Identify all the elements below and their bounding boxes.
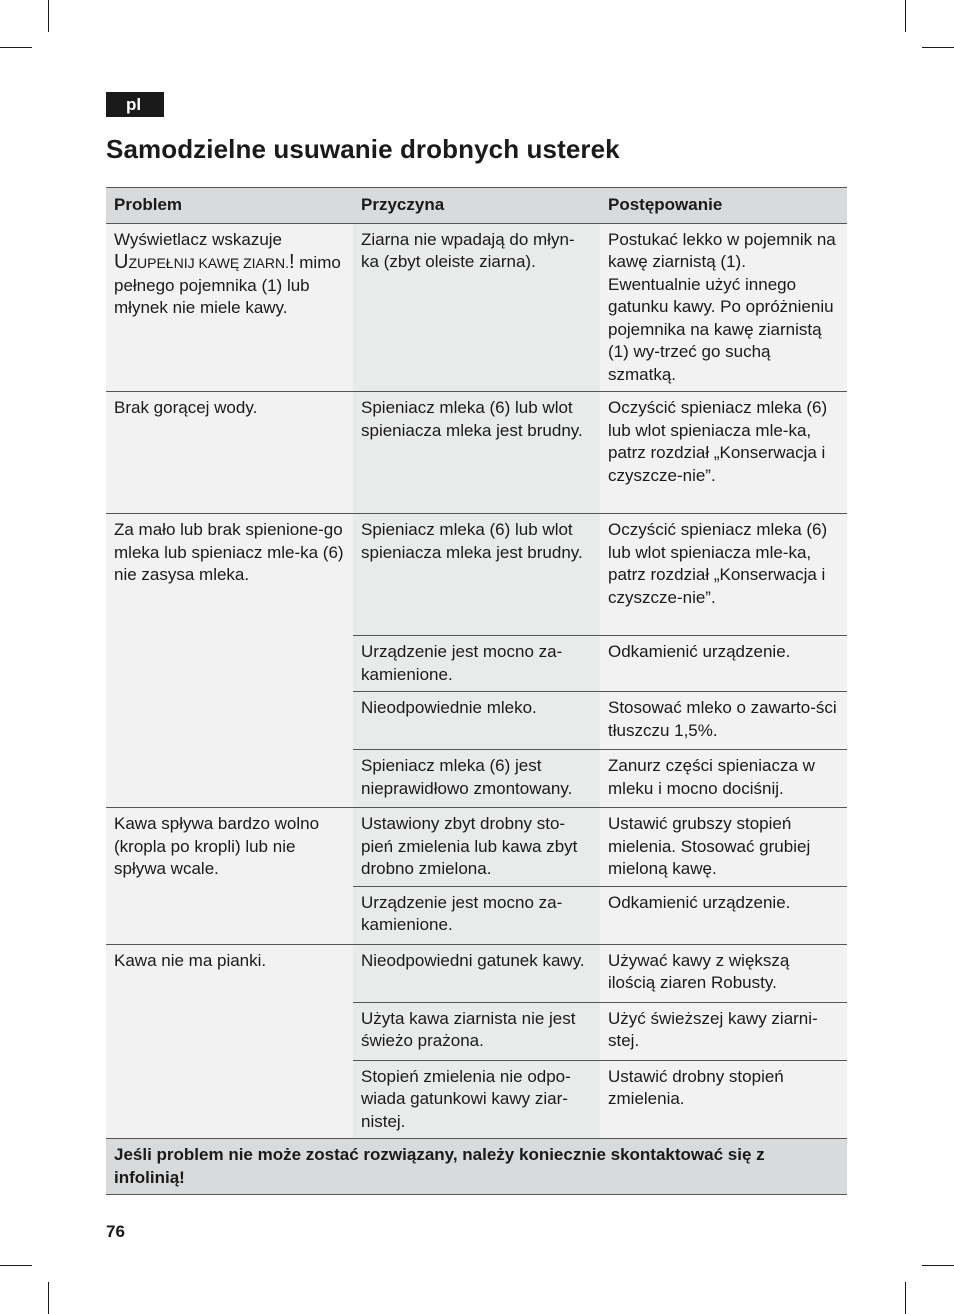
remedy-cell: Zanurz części spieniacza w mleku i mocno dociśnij. xyxy=(600,750,847,808)
remedy-cell: Odkamienić urządzenie. xyxy=(600,636,847,692)
header-remedy: Postępowanie xyxy=(600,188,847,224)
crop-mark xyxy=(48,1282,49,1314)
problem-text: Wyświetlacz wskazuje xyxy=(114,229,282,249)
problem-cell: Brak gorącej wody. xyxy=(106,392,353,514)
remedy-cell: Oczyścić spieniacz mleka (6) lub wlot spieniacza mle-ka, patrz rozdział „Konserwacja i czyszcze-nie”. xyxy=(600,392,847,514)
cause-cell: Spieniacz mleka (6) lub wlot spieniacza mleka jest brudny. xyxy=(353,514,600,636)
remedy-cell: Postukać lekko w pojemnik na kawę ziarnistą (1). Ewentualnie użyć innego gatunku kawy. Po opróżnieniu pojemnika na kawę ziarnistą (1) wy-trzeć go suchą szmatką. xyxy=(600,223,847,392)
remedy-cell: Użyć świeższej kawy ziarni-stej. xyxy=(600,1002,847,1060)
crop-mark xyxy=(905,0,906,32)
language-tab: pl xyxy=(106,92,164,117)
problem-cell: Za mało lub brak spienione-go mleka lub spieniacz mle-ka (6) nie zasysa mleka. xyxy=(106,514,353,808)
problem-cell: Kawa spływa bardzo wolno (kropla po kropli) lub nie spływa wcale. xyxy=(106,808,353,945)
cause-cell: Stopień zmielenia nie odpo-wiada gatunkowi kawy ziar-nistej. xyxy=(353,1060,600,1139)
table-row xyxy=(106,392,847,514)
header-problem: Problem xyxy=(106,188,353,224)
crop-mark xyxy=(48,0,49,32)
table-footer-row xyxy=(106,1139,847,1195)
remedy-cell: Ustawić grubszy stopień mielenia. Stosować grubiej mieloną kawę. xyxy=(600,808,847,887)
crop-mark xyxy=(0,47,32,48)
table-header-row xyxy=(106,188,847,224)
problem-cell: Kawa nie ma pianki. xyxy=(106,944,353,1139)
cause-cell: Urządzenie jest mocno za-kamienione. xyxy=(353,636,600,692)
remedy-cell: Ustawić drobny stopień zmielenia. xyxy=(600,1060,847,1139)
cause-cell: Użyta kawa ziarnista nie jest świeżo prażona. xyxy=(353,1002,600,1060)
remedy-cell: Używać kawy z większą ilością ziaren Robusty. xyxy=(600,944,847,1002)
troubleshooting-table xyxy=(106,187,847,1195)
display-message: UZUPEŁNIJ KAWĘ ZIARN.! xyxy=(114,251,295,273)
page-title: Samodzielne usuwanie drobnych usterek xyxy=(106,134,620,164)
table-row xyxy=(106,514,847,636)
table-row xyxy=(106,944,847,1002)
cause-cell: Spieniacz mleka (6) jest nieprawidłowo zmontowany. xyxy=(353,750,600,808)
problem-text-continued: mimo pełnego pojemnika (1) lub młynek nie miele kawy. xyxy=(114,253,341,317)
table-row xyxy=(106,808,847,887)
remedy-cell: Odkamienić urządzenie. xyxy=(600,886,847,944)
cause-cell: Urządzenie jest mocno za-kamienione. xyxy=(353,886,600,944)
footer-note: Jeśli problem nie może zostać rozwiązany, należy koniecznie skontaktować się z infolinią! xyxy=(106,1139,847,1195)
crop-mark xyxy=(0,1265,32,1266)
page-number: 76 xyxy=(106,1222,125,1241)
crop-mark xyxy=(922,47,954,48)
table-row xyxy=(106,223,847,392)
crop-mark xyxy=(922,1265,954,1266)
problem-cell xyxy=(106,223,353,392)
remedy-cell: Stosować mleko o zawarto-ści tłuszczu 1,5%. xyxy=(600,692,847,750)
crop-mark xyxy=(905,1282,906,1314)
cause-cell: Ustawiony zbyt drobny sto-pień zmielenia lub kawa zbyt drobno zmielona. xyxy=(353,808,600,887)
cause-cell: Ziarna nie wpadają do młyn-ka (zbyt oleiste ziarna). xyxy=(353,223,600,392)
cause-cell: Nieodpowiedni gatunek kawy. xyxy=(353,944,600,1002)
remedy-cell: Oczyścić spieniacz mleka (6) lub wlot spieniacza mle-ka, patrz rozdział „Konserwacja i czyszcze-nie”. xyxy=(600,514,847,636)
cause-cell: Spieniacz mleka (6) lub wlot spieniacza mleka jest brudny. xyxy=(353,392,600,514)
header-cause: Przyczyna xyxy=(353,188,600,224)
cause-cell: Nieodpowiednie mleko. xyxy=(353,692,600,750)
